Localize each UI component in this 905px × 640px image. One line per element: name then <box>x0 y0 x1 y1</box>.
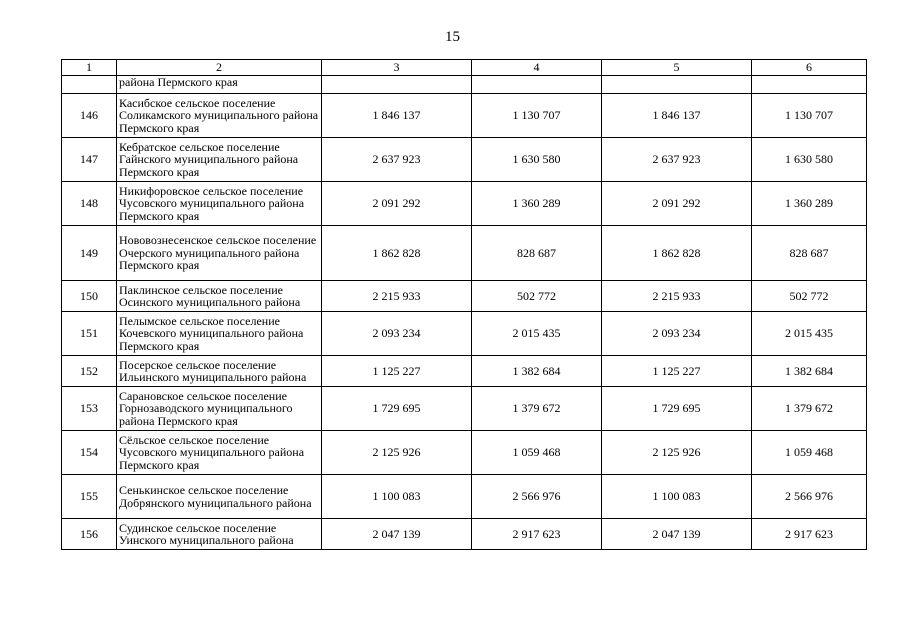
cell-col3: 1 125 227 <box>322 356 472 387</box>
cell-name: Паклинское сельское поселение Осинского муниципального района <box>117 281 322 312</box>
cell-col3: 1 846 137 <box>322 94 472 138</box>
cell-col5: 1 100 083 <box>602 475 752 519</box>
data-table <box>61 59 867 550</box>
cell-name: Кебратское сельское поселение Гайнского муниципального района Пермского края <box>117 138 322 182</box>
cell-col3: 2 093 234 <box>322 312 472 356</box>
table-row <box>62 182 867 226</box>
cell-col4: 1 379 672 <box>472 387 602 431</box>
cell-col3: 2 091 292 <box>322 182 472 226</box>
cell-col5: 1 729 695 <box>602 387 752 431</box>
column-header: 2 <box>117 60 322 76</box>
cell-col4 <box>472 76 602 94</box>
cell-col4: 2 566 976 <box>472 475 602 519</box>
column-header: 1 <box>62 60 117 76</box>
cell-num: 151 <box>62 312 117 356</box>
cell-col4: 1 630 580 <box>472 138 602 182</box>
table-row <box>62 475 867 519</box>
cell-col6: 2 566 976 <box>752 475 867 519</box>
cell-name: Сарановское сельское поселение Горнозаводского муниципального района Пермского края <box>117 387 322 431</box>
cell-col5: 2 047 139 <box>602 519 752 550</box>
cell-col5: 1 125 227 <box>602 356 752 387</box>
table-row <box>62 387 867 431</box>
table-row <box>62 226 867 281</box>
table-row <box>62 312 867 356</box>
cell-name: Касибское сельское поселение Соликамского муниципального района Пермского края <box>117 94 322 138</box>
table-row <box>62 519 867 550</box>
cell-col5: 2 125 926 <box>602 431 752 475</box>
cell-num: 152 <box>62 356 117 387</box>
cell-col3: 1 729 695 <box>322 387 472 431</box>
cell-col6: 1 360 289 <box>752 182 867 226</box>
column-header: 6 <box>752 60 867 76</box>
cell-name: Никифоровское сельское поселение Чусовского муниципального района Пермского края <box>117 182 322 226</box>
cell-col3: 1 100 083 <box>322 475 472 519</box>
cell-col5: 2 215 933 <box>602 281 752 312</box>
cell-col4: 2 015 435 <box>472 312 602 356</box>
cell-col4: 2 917 623 <box>472 519 602 550</box>
cell-name: Пелымское сельское поселение Кочевского муниципального района Пермского края <box>117 312 322 356</box>
cell-col4: 502 772 <box>472 281 602 312</box>
cell-name: Сёльское сельское поселение Чусовского муниципального района Пермского края <box>117 431 322 475</box>
cell-col5: 1 862 828 <box>602 226 752 281</box>
cell-col3 <box>322 76 472 94</box>
table-row <box>62 431 867 475</box>
column-header: 4 <box>472 60 602 76</box>
cell-num: 154 <box>62 431 117 475</box>
cell-col4: 1 382 684 <box>472 356 602 387</box>
cell-col6: 2 015 435 <box>752 312 867 356</box>
table-row-continuation <box>62 76 867 94</box>
column-header: 5 <box>602 60 752 76</box>
table-row <box>62 94 867 138</box>
cell-col6: 1 379 672 <box>752 387 867 431</box>
cell-col5: 1 846 137 <box>602 94 752 138</box>
cell-num: 148 <box>62 182 117 226</box>
cell-num: 155 <box>62 475 117 519</box>
cell-col4: 1 130 707 <box>472 94 602 138</box>
cell-col5 <box>602 76 752 94</box>
column-header: 3 <box>322 60 472 76</box>
cell-col6: 828 687 <box>752 226 867 281</box>
cell-num: 147 <box>62 138 117 182</box>
cell-num: 156 <box>62 519 117 550</box>
cell-num <box>62 76 117 94</box>
cell-name: Посерское сельское поселение Ильинского муниципального района <box>117 356 322 387</box>
table-row <box>62 138 867 182</box>
cell-name: Нововознесенское сельское поселение Очерского муниципального района Пермского края <box>117 226 322 281</box>
cell-num: 146 <box>62 94 117 138</box>
cell-col5: 2 637 923 <box>602 138 752 182</box>
table-row <box>62 356 867 387</box>
cell-col4: 1 059 468 <box>472 431 602 475</box>
cell-col6: 1 382 684 <box>752 356 867 387</box>
cell-col6: 502 772 <box>752 281 867 312</box>
cell-num: 149 <box>62 226 117 281</box>
cell-col5: 2 091 292 <box>602 182 752 226</box>
cell-col4: 1 360 289 <box>472 182 602 226</box>
cell-name: Сенькинское сельское поселение Добрянского муниципального района <box>117 475 322 519</box>
cell-col6 <box>752 76 867 94</box>
cell-col6: 1 059 468 <box>752 431 867 475</box>
cell-col6: 1 130 707 <box>752 94 867 138</box>
cell-col5: 2 093 234 <box>602 312 752 356</box>
header-row <box>62 60 867 76</box>
cell-num: 153 <box>62 387 117 431</box>
cell-num: 150 <box>62 281 117 312</box>
cell-col6: 1 630 580 <box>752 138 867 182</box>
table-row <box>62 281 867 312</box>
page-number: 15 <box>445 29 460 45</box>
cell-col3: 1 862 828 <box>322 226 472 281</box>
cell-name: района Пермского края <box>117 76 322 94</box>
cell-col3: 2 637 923 <box>322 138 472 182</box>
cell-name: Судинское сельское поселение Уинского муниципального района <box>117 519 322 550</box>
cell-col6: 2 917 623 <box>752 519 867 550</box>
cell-col3: 2 215 933 <box>322 281 472 312</box>
cell-col4: 828 687 <box>472 226 602 281</box>
cell-col3: 2 125 926 <box>322 431 472 475</box>
cell-col3: 2 047 139 <box>322 519 472 550</box>
